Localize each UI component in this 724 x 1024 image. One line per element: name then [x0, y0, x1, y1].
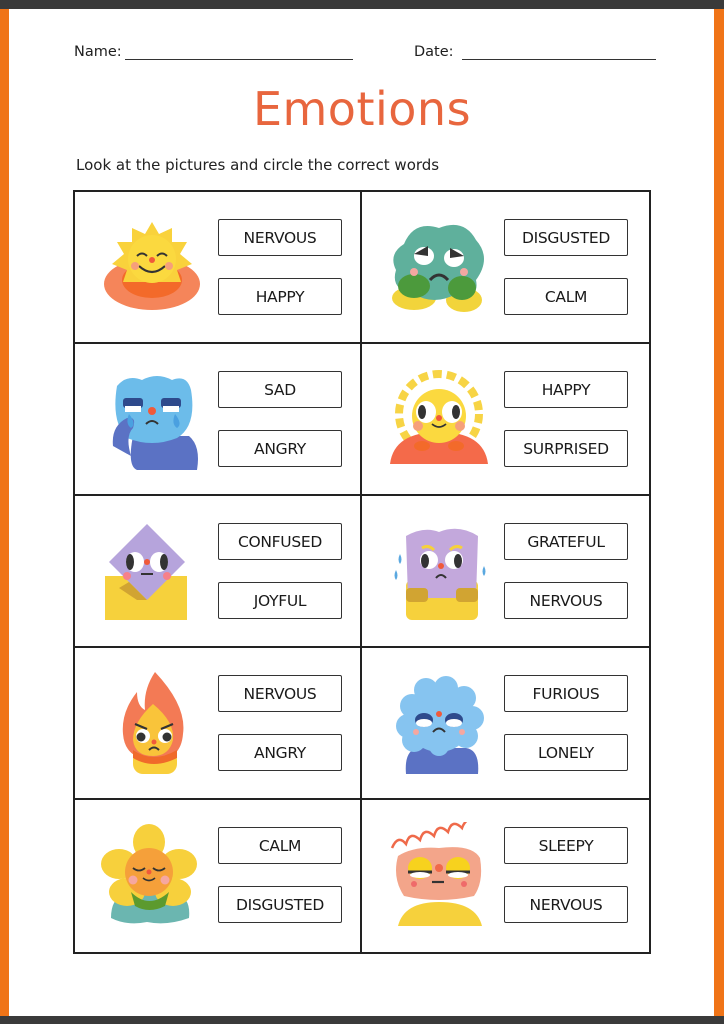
option-button[interactable]: SLEEPY: [504, 827, 628, 864]
option-button[interactable]: SAD: [218, 371, 342, 408]
emotion-cell: [362, 648, 649, 800]
bottom-border-bar: [0, 1016, 724, 1024]
emotion-cell: [362, 192, 649, 344]
option-button[interactable]: JOYFUL: [218, 582, 342, 619]
sleepy-curly-hair-character-icon: [384, 822, 494, 930]
emotion-cell: [75, 648, 362, 800]
right-orange-border: [714, 9, 724, 1016]
crying-blue-character-icon: [97, 366, 207, 474]
option-button[interactable]: ANGRY: [218, 430, 342, 467]
name-field[interactable]: [74, 44, 353, 60]
emotion-cell: [362, 344, 649, 496]
emotion-cell: [75, 496, 362, 648]
emotion-cell: [362, 496, 649, 648]
header-fields: [74, 44, 654, 64]
option-button[interactable]: CONFUSED: [218, 523, 342, 560]
top-border-bar: [0, 0, 724, 9]
option-button[interactable]: CALM: [218, 827, 342, 864]
date-blank-line[interactable]: [462, 45, 656, 60]
lonely-blue-fluffy-character-icon: [384, 670, 494, 778]
option-button[interactable]: ANGRY: [218, 734, 342, 771]
option-button[interactable]: GRATEFUL: [504, 523, 628, 560]
name-blank-line[interactable]: [125, 45, 353, 60]
option-button[interactable]: FURIOUS: [504, 675, 628, 712]
emotion-cell: [75, 800, 362, 952]
option-button[interactable]: SURPRISED: [504, 430, 628, 467]
option-button[interactable]: NERVOUS: [504, 582, 628, 619]
surprised-sun-character-icon: [384, 366, 494, 474]
left-orange-border: [0, 9, 9, 1016]
option-button[interactable]: DISGUSTED: [504, 219, 628, 256]
emotion-cell: [75, 344, 362, 496]
option-button[interactable]: NERVOUS: [504, 886, 628, 923]
instructions: Look at the pictures and circle the correct words: [76, 156, 440, 174]
option-button[interactable]: LONELY: [504, 734, 628, 771]
option-button[interactable]: NERVOUS: [218, 675, 342, 712]
emotion-cell: [362, 800, 649, 952]
option-button[interactable]: NERVOUS: [218, 219, 342, 256]
option-button[interactable]: DISGUSTED: [218, 886, 342, 923]
option-button[interactable]: HAPPY: [218, 278, 342, 315]
happy-sun-character-icon: [97, 214, 207, 322]
emotion-cell: [75, 192, 362, 344]
disgusted-green-blob-character-icon: [384, 214, 494, 322]
emotions-grid: [73, 190, 651, 954]
angry-fire-character-icon: [97, 670, 207, 778]
date-label: Date:: [414, 44, 454, 60]
name-label: Name:: [74, 44, 122, 60]
date-field[interactable]: [414, 44, 656, 60]
option-button[interactable]: CALM: [504, 278, 628, 315]
page-title: Emotions: [252, 82, 472, 136]
option-button[interactable]: HAPPY: [504, 371, 628, 408]
calm-flower-character-icon: [97, 822, 207, 930]
confused-purple-diamond-character-icon: [97, 518, 207, 626]
nervous-purple-crying-character-icon: [384, 518, 494, 626]
